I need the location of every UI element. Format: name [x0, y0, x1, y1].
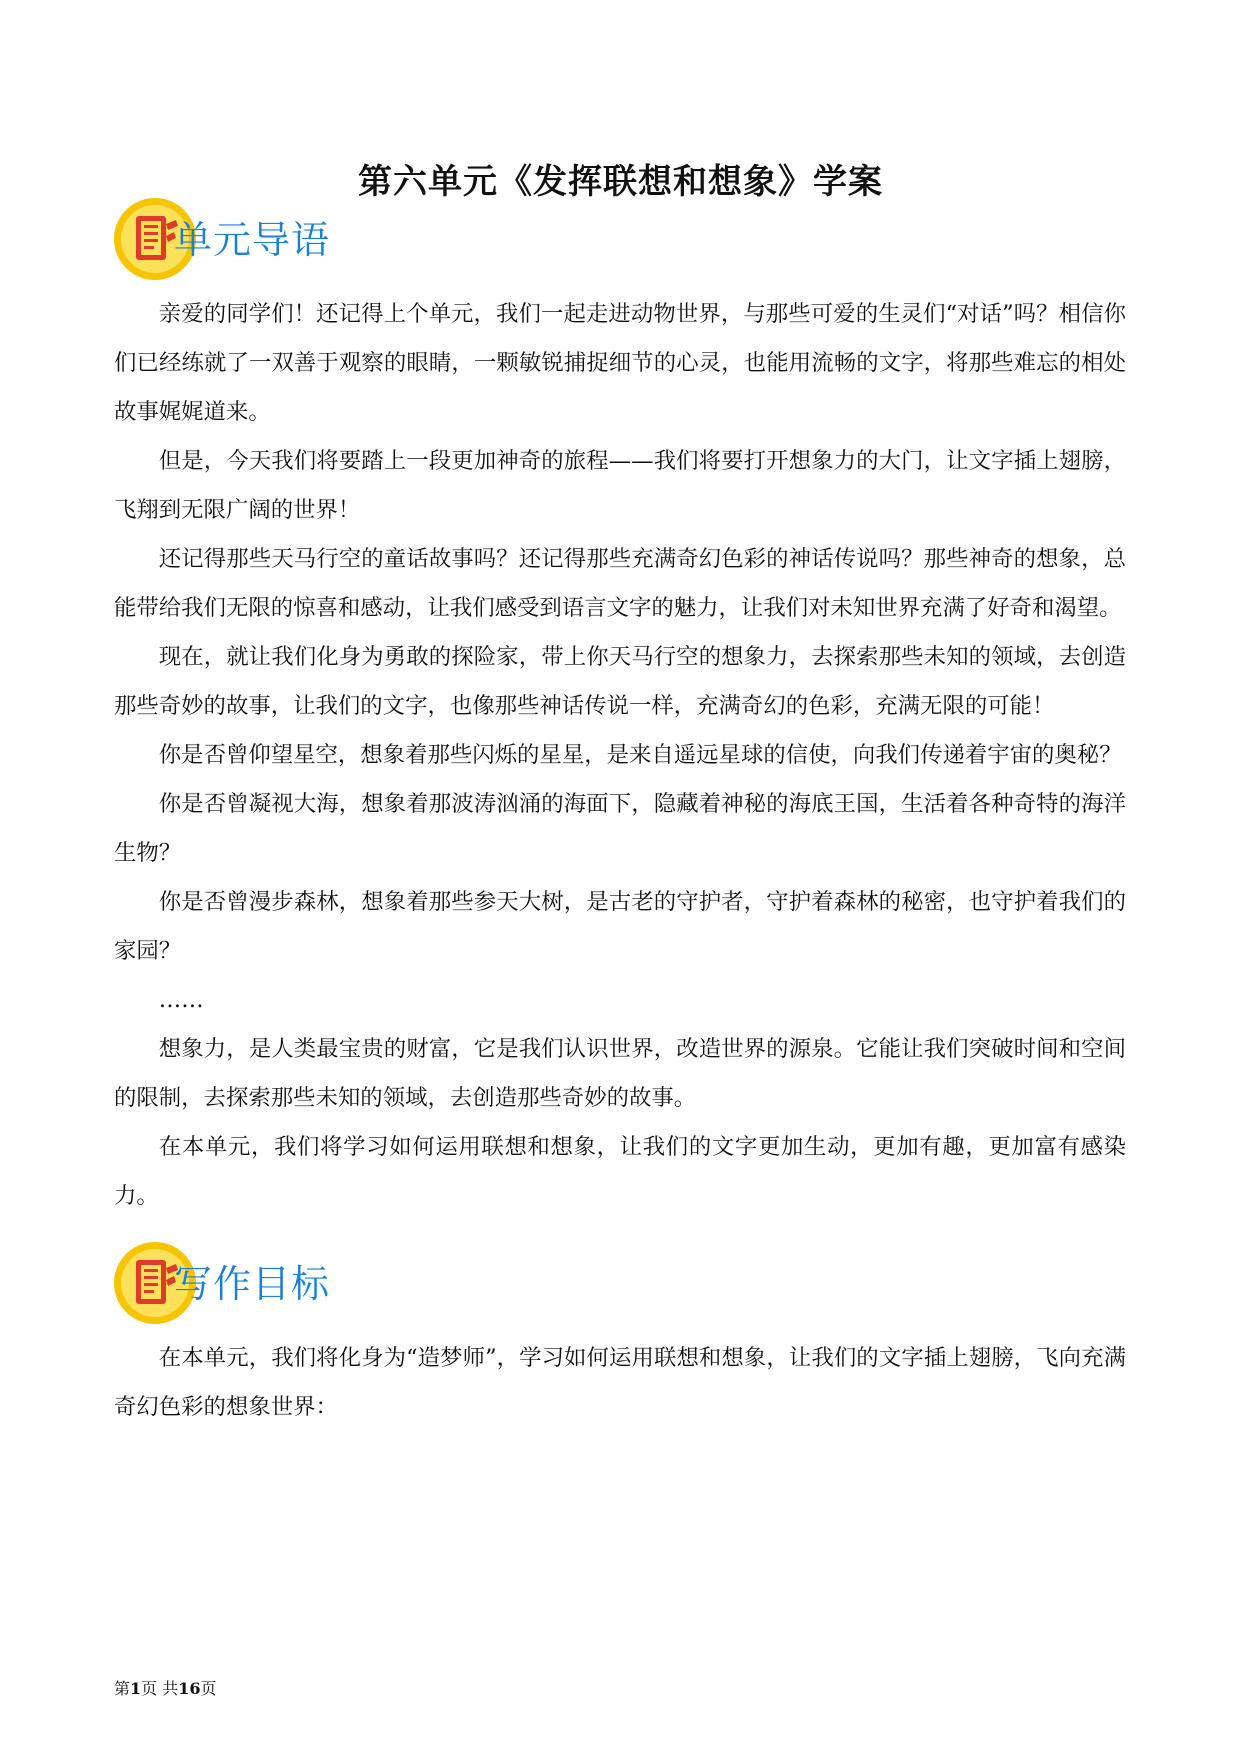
current-page-number: 1: [130, 1679, 142, 1698]
footer-prefix: 第: [114, 1679, 131, 1698]
page-title: 第六单元《发挥联想和想象》学案: [358, 162, 883, 202]
section-heading-writing-goals: [112, 1240, 432, 1330]
section-title: 单元导语: [174, 218, 331, 262]
paragraph: 想象力，是人类最宝贵的财富，它是我们认识世界，改造世界的源泉。它能让我们突破时间和空间的限制，去探索那些未知的领域，去创造那些奇妙的故事。: [114, 1036, 1126, 1111]
page-footer: [114, 1677, 217, 1701]
footer-middle: 页 共: [141, 1679, 179, 1698]
paragraph: 你是否曾凝视大海，想象着那波涛汹涌的海面下，隐藏着神秘的海底王国，生活着各种奇特的海洋生物？: [114, 791, 1126, 866]
paragraph: 但是，今天我们将要踏上一段更加神奇的旅程——我们将要打开想象力的大门，让文字插上翅膀，飞翔到无限广阔的世界！: [114, 448, 1126, 523]
section-heading-unit-intro: [112, 196, 432, 286]
paragraph: 你是否曾漫步森林，想象着那些参天大树，是古老的守护者，守护着森林的秘密，也守护着我们的家园？: [114, 889, 1126, 964]
paragraph: 现在，就让我们化身为勇敢的探险家，带上你天马行空的想象力，去探索那些未知的领域，去创造那些奇妙的故事，让我们的文字，也像那些神话传说一样，充满奇幻的色彩，充满无限的可能！: [114, 644, 1126, 719]
paragraph: 亲爱的同学们！还记得上个单元，我们一起走进动物世界，与那些可爱的生灵们“对话”吗？相信你们已经练就了一双善于观察的眼睛，一颗敏锐捕捉细节的心灵，也能用流畅的文字，将那些难忘的相处故事娓娓道来。: [114, 301, 1126, 425]
paragraph: 在本单元，我们将学习如何运用联想和想象，让我们的文字更加生动，更加有趣，更加富有感染力。: [114, 1134, 1126, 1209]
paragraph: 在本单元，我们将化身为“造梦师”，学习如何运用联想和想象，让我们的文字插上翅膀，飞向充满奇幻色彩的想象世界：: [114, 1345, 1126, 1420]
section-body-unit-intro: [114, 290, 1126, 1221]
section-title: 写作目标: [174, 1262, 331, 1306]
footer-suffix: 页: [200, 1679, 217, 1698]
paragraph: 你是否曾仰望星空，想象着那些闪烁的星星，是来自遥远星球的信使，向我们传递着宇宙的奥秘？: [158, 742, 1122, 768]
section-body-writing-goals: [114, 1334, 1126, 1432]
total-page-number: 16: [178, 1679, 201, 1698]
ellipsis-paragraph: ……: [158, 987, 204, 1013]
paragraph: 还记得那些天马行空的童话故事吗？还记得那些充满奇幻色彩的神话传说吗？那些神奇的想象，总能带给我们无限的惊喜和感动，让我们感受到语言文字的魅力，让我们对未知世界充满了好奇和渴望。: [114, 546, 1126, 621]
